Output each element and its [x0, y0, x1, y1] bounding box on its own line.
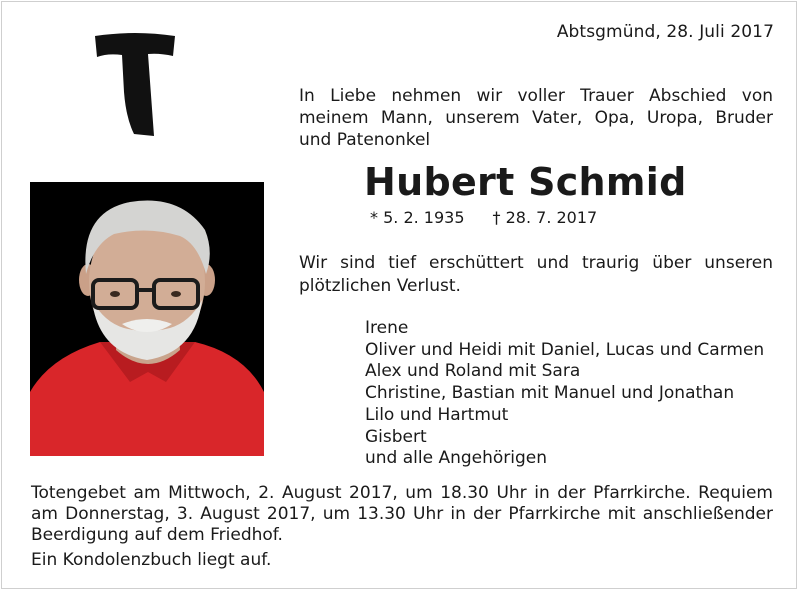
life-dates — [370, 208, 597, 227]
mourner-entry: Alex und Roland mit Sara — [365, 361, 581, 382]
funeral-line: am Donnerstag, 3. August 2017, um 13.30 Uhr in der Pfarrkirche mit anschließender — [31, 504, 773, 524]
intro-line: und Patenonkel — [299, 130, 431, 150]
deceased-name: Hubert Schmid — [364, 160, 687, 204]
mourners-list — [365, 318, 764, 470]
mourner-entry: Gisbert — [365, 426, 427, 447]
message-text — [299, 252, 773, 298]
mourner-entry: Irene — [365, 318, 409, 338]
funeral-line: Beerdigung auf dem Friedhof. — [31, 525, 283, 545]
mourner-entry: Lilo und Hartmut — [365, 404, 509, 425]
message-line: Wir sind tief erschüttert und traurig über unseren — [299, 253, 773, 273]
death-date: † 28. 7. 2017 — [492, 208, 598, 227]
intro-line: In Liebe nehmen wir voller Trauer Abschied von — [299, 86, 773, 106]
intro-line: meinem Mann, unserem Vater, Opa, Uropa, Bruder — [299, 108, 773, 128]
birth-date: * 5. 2. 1935 — [370, 208, 465, 227]
mourner-entry: Christine, Bastian mit Manuel und Jonathan — [365, 383, 735, 404]
tau-cross-icon — [94, 32, 176, 138]
funeral-line: Totengebet am Mittwoch, 2. August 2017, um 18.30 Uhr in der Pfarrkirche. Requiem — [31, 483, 773, 503]
portrait-illustration — [30, 182, 264, 456]
intro-text — [299, 85, 773, 151]
mourner-entry: und alle Angehörigen — [365, 448, 548, 469]
portrait-photo — [30, 182, 264, 456]
message-line: plötzlichen Verlust. — [299, 276, 461, 296]
funeral-details — [31, 483, 773, 546]
place-date: Abtsgmünd, 28. Juli 2017 — [556, 22, 774, 42]
mourner-entry: Oliver und Heidi mit Daniel, Lucas und Carmen — [365, 339, 765, 360]
condolence-note: Ein Kondolenzbuch liegt auf. — [31, 550, 272, 570]
